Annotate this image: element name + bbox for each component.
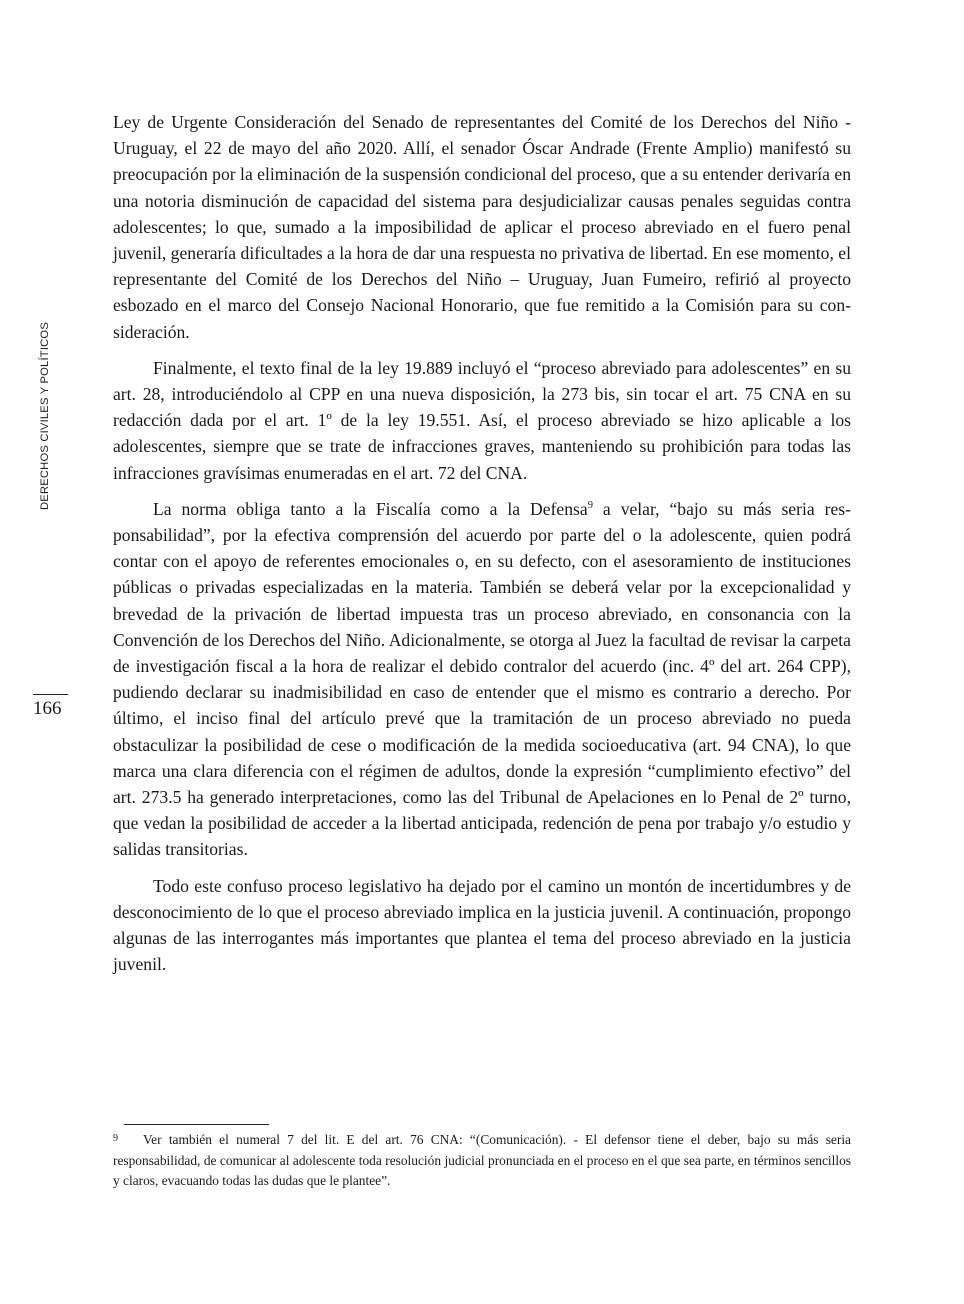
paragraph-3-middle: a velar, “bajo su más seria responsabilidad”, por la efectiva comprensión del acuerdo por parte del o la adolescente, quien podrá contar con el apoyo de referentes emocionales o, en su defecto, con el asesoramiento (113, 498, 851, 572)
footnote-separator (124, 1124, 269, 1125)
section-running-head (33, 318, 57, 514)
paragraph-3-start: La norma obliga tanto a la Fiscalía como a la Defensa (153, 498, 588, 519)
paragraph-2: Finalmente, el texto final de la ley 19.889 incluyó el “proceso abreviado para adolescentes” en su art. 28, introduciéndolo al CPP en una nueva disposición, la 273 bis, sin tocar el art. 75 CNA en su redacción dada por el art. 1º de la ley 19.551. Así, el proceso abreviado se hizo aplicable a los adolescentes, siempre que se trate de infracciones graves, manteniendo su prohibición para todas las infracciones gravísimas enumeradas en el art. 72 del CNA. (113, 357, 851, 483)
page-number-rule (33, 694, 68, 695)
paragraph-1: Ley de Urgente Consideración del Senado de representantes del Comité de los Derechos del Niño - Uruguay, el 22 de mayo del año 2020. Allí, el senador Óscar Andrade (Frente Amplio) manifestó su preocupación por la eliminación de la suspensión condicional del proceso, que a su entender derivaría en una notoria disminución de capacidad del sistema para desjudicializar causas penales seguidas contra adolescentes; lo que, sumado a la imposibilidad de aplicar el proceso abreviado en el fuero penal juvenil, generaría dificultades a la hora de dar una respuesta no privativa de libertad. En ese momento, el representante del Comité de los Derechos del Niño – Uruguay, Juan Fumeiro, refirió al proyecto esbozado en el marco del Consejo Nacional Honorario, que fue remitido a la Comisión para su consideración. (113, 112, 851, 342)
page-number: 166 (33, 698, 62, 719)
main-text (113, 109, 851, 988)
footnote (113, 1130, 851, 1192)
section-running-head-text: DERECHOS CIVILES Y POLÍTICOS (39, 322, 52, 510)
paragraph-3 (113, 496, 851, 863)
paragraph-4: Todo este confuso proceso legislativo ha dejado por el camino un montón de incertidumbres y de desconocimiento de lo que el proceso abreviado implica en la justicia juvenil. A continuación, propongo algunas de las interrogantes más importantes que plantea el tema del proceso abreviado en la justicia juvenil. (113, 875, 851, 975)
footnote-number: 9 (113, 1133, 118, 1144)
footnote-reference[interactable]: 9 (587, 499, 593, 511)
paragraph-3-end: de instituciones públicas o privadas especializadas en la materia. También se deberá velar por la excepcionalidad y brevedad de la privación de libertad impuesta tras un proceso abreviado, en consonancia con la Convención de los Derechos del Niño. Adicionalmente, se otorga al Juez la facultad de revisar la carpeta de investigación fiscal a la hora de realizar el debido contralor del acuerdo (inc. 4º del art. 264 CPP), pudiendo declarar su inadmisibilidad en caso de entender que el mismo es contrario a derecho. Por último, el inciso final del artículo prevé que la tramitación de un proceso abreviado no pueda obstaculizar la posibilidad de cese o modificación de la medida socioeducativa (art. 94 CNA), lo que marca una clara diferencia con el régimen de adultos, donde la expresión “cumplimiento efectivo” del art. 273.5 ha generado interpretaciones, como las del Tribunal de Apelaciones en lo Penal de 2º turno, que vedan la posibilidad de acceder a la libertad anticipada, redención de pena por trabajo y/o estudio y salidas transitorias. (113, 551, 851, 860)
footnote-text: Ver también el numeral 7 del lit. E del art. 76 CNA: “(Comunicación). - El defensor tiene el deber, bajo su más seria responsabilidad, de comunicar al adolescente toda resolución judicial pronunciada en el proceso en el que sea parte, en términos sencillos y claros, evacuando todas las dudas que le plantee”. (113, 1132, 851, 1188)
